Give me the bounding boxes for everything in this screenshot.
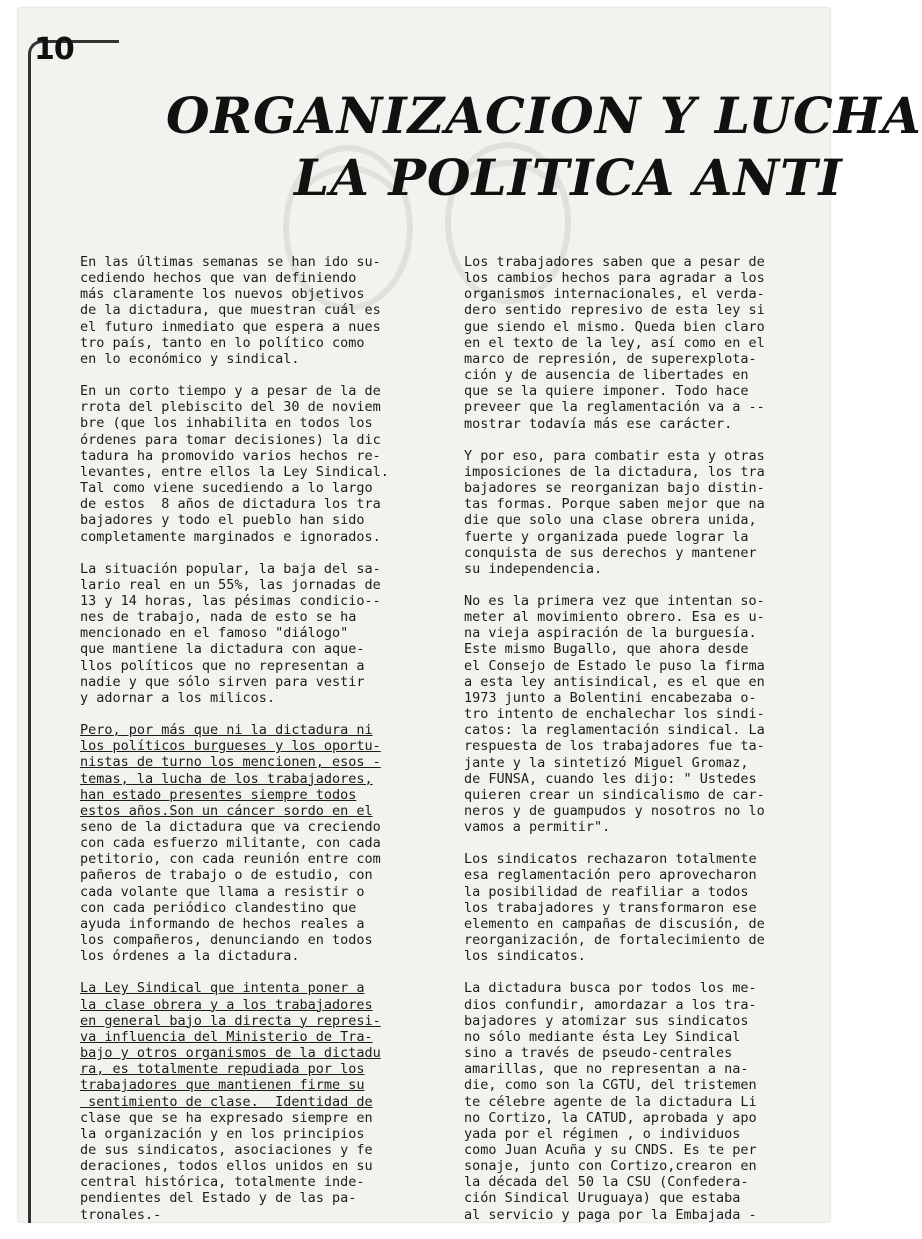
article-paragraph: [464, 851, 816, 964]
article-column-left: [80, 254, 432, 1239]
newspaper-page: [18, 8, 922, 1223]
text-line: con cada esfuerzo militante, con cada: [80, 835, 381, 852]
text-line: bajadores se reorganizan bajo distin-: [464, 480, 765, 497]
text-line: No es la primera vez que intentan so-: [464, 592, 765, 609]
text-line: los sindicatos.: [464, 948, 586, 965]
text-line: levantes, entre ellos la Ley Sindical.: [80, 463, 389, 480]
text-line: 13 y 14 horas, las pésimas condicio--: [80, 592, 381, 609]
headline-line-1: ORGANIZACION Y LUCHA: [166, 86, 922, 145]
article-paragraph: [80, 561, 432, 706]
text-line: nistas de turno los mencionen, esos -: [80, 754, 381, 771]
text-line: respuesta de los trabajadores fue ta-: [464, 738, 765, 755]
text-line: deraciones, todos ellos unidos en su: [80, 1158, 373, 1175]
article-paragraph: [80, 722, 432, 964]
text-line: dero sentido represivo de esta ley si: [464, 302, 765, 319]
text-line: dios confundir, amordazar a los tra-: [464, 996, 757, 1013]
text-line: na vieja aspiración de la burguesía.: [464, 625, 757, 642]
text-line: pendientes del Estado y de las pa-: [80, 1190, 357, 1207]
text-line: esa reglamentación pero aprovecharon: [464, 867, 757, 884]
text-line: Pero, por más que ni la dictadura ni: [80, 722, 373, 739]
text-line: quieren crear un sindicalismo de car-: [464, 786, 765, 803]
text-line: Los trabajadores saben que a pesar de: [464, 254, 765, 270]
text-line: estos años.Son un cáncer sordo en el: [80, 802, 373, 819]
text-line: 1973 junto a Bolentini encabezaba o-: [464, 689, 757, 706]
article-paragraph: [464, 980, 816, 1222]
article-paragraph: [464, 254, 816, 432]
text-line: tronales.-: [80, 1206, 162, 1223]
text-line: yada por el régimen , o individuos: [464, 1125, 741, 1142]
text-line: más claramente los nuevos objetivos: [80, 286, 365, 303]
text-line: en general bajo la directa y represi-: [80, 1012, 381, 1029]
text-line: pañeros de trabajo o de estudio, con: [80, 867, 373, 884]
text-line: seno de la dictadura que va creciendo: [80, 819, 381, 835]
text-line: sentimiento de clase. Identidad de: [80, 1093, 373, 1110]
text-line: los trabajadores y transformaron ese: [464, 899, 757, 916]
text-line: petitorio, con cada reunión entre com: [80, 851, 381, 868]
text-line: marco de represión, de superexplota-: [464, 350, 757, 367]
article-paragraph: [80, 254, 432, 367]
text-line: de sus sindicatos, asociaciones y fe: [80, 1141, 373, 1158]
text-line: la organización y en los principios: [80, 1125, 365, 1142]
text-line: que mantiene la dictadura con aque-: [80, 641, 365, 658]
text-line: reorganización, de fortalecimiento de: [464, 932, 765, 949]
text-line: de FUNSA, cuando les dijo: " Ustedes: [464, 770, 757, 787]
article-paragraph: [80, 383, 432, 545]
text-line: la posibilidad de reafiliar a todos: [464, 883, 749, 900]
text-line: Y por eso, para combatir esta y otras: [464, 447, 765, 464]
text-line: sino a través de pseudo-centrales: [464, 1045, 733, 1062]
text-line: catos: la reglamentación sindical. La: [464, 722, 765, 739]
text-line: conquista de sus derechos y mantener: [464, 544, 757, 561]
text-line: ción Sindical Uruguaya) que estaba: [464, 1190, 741, 1207]
text-line: central histórica, totalmente inde-: [80, 1174, 365, 1191]
text-line: el Consejo de Estado le puso la firma: [464, 657, 765, 674]
text-line: completamente marginados e ignorados.: [80, 528, 381, 545]
text-line: organismos internacionales, el verda-: [464, 286, 765, 303]
text-line: Tal como viene sucediendo a lo largo: [80, 480, 373, 497]
text-line: amarillas, que no representan a na-: [464, 1061, 749, 1078]
text-line: de estos 8 años de dictadura los tra: [80, 496, 381, 513]
text-line: los órdenes a la dictadura.: [80, 948, 300, 965]
text-line: meter al movimiento obrero. Esa es u-: [464, 609, 765, 626]
text-line: en lo económico y sindical.: [80, 350, 300, 367]
text-line: tro intento de enchalechar los sindi-: [464, 706, 765, 723]
text-line: te célebre agente de la dictadura Li: [464, 1093, 757, 1110]
text-line: rrota del plebiscito del 30 de noviem: [80, 399, 381, 416]
text-line: La situación popular, la baja del sa-: [80, 560, 381, 577]
text-line: mostrar todavía más ese carácter.: [464, 415, 733, 432]
text-line: cediendo hechos que van definiendo: [80, 270, 357, 287]
text-line: de la dictadura, que muestran cuál es: [80, 302, 381, 319]
article-paragraph: [80, 980, 432, 1222]
text-line: bajadores y atomizar sus sindicatos: [464, 1012, 749, 1029]
text-line: bajo y otros organismos de la dictadu: [80, 1045, 381, 1062]
text-line: no Cortizo, la CATUD, aprobada y apo: [464, 1109, 757, 1126]
text-line: en el texto de la ley, así como en el: [464, 334, 765, 351]
text-line: mencionado en el famoso "diálogo": [80, 625, 349, 642]
text-line: tas formas. Porque saben mejor que na: [464, 496, 765, 513]
text-line: elemento en campañas de discusión, de: [464, 915, 765, 932]
text-line: no sólo mediante ésta Ley Sindical: [464, 1028, 741, 1045]
text-line: fuerte y organizada puede lograr la: [464, 528, 749, 545]
text-line: lario real en un 55%, las jornadas de: [80, 576, 381, 593]
text-line: sonaje, junto con Cortizo,crearon en: [464, 1158, 757, 1175]
text-line: ayuda informando de hechos reales a: [80, 915, 365, 932]
text-line: los compañeros, denunciando en todos: [80, 932, 373, 949]
text-line: con cada periódico clandestino que: [80, 899, 357, 916]
text-line: va influencia del Ministerio de Tra-: [80, 1028, 373, 1045]
headline-line-2: LA POLITICA ANTI: [294, 148, 843, 207]
text-line: gue siendo el mismo. Queda bien claro: [464, 318, 765, 335]
text-line: llos políticos que no representan a: [80, 657, 365, 674]
text-line: ción y de ausencia de libertades en: [464, 367, 749, 384]
text-line: el futuro inmediato que espera a nues: [80, 318, 381, 335]
text-line: como Juan Acuña y su CNDS. Es te per: [464, 1141, 757, 1158]
text-line: nes de trabajo, nada de esto se ha: [80, 609, 357, 626]
article-paragraph: [464, 593, 816, 835]
text-line: clase que se ha expresado siempre en: [80, 1109, 373, 1126]
text-line: los cambios hechos para agradar a los: [464, 270, 765, 287]
text-line: al servicio y paga por la Embajada -: [464, 1206, 757, 1223]
text-line: a esta ley antisindical, es el que en: [464, 673, 765, 690]
text-line: preveer que la reglamentación va a --: [464, 399, 765, 416]
text-line: la década del 50 la CSU (Confedera-: [464, 1174, 749, 1191]
text-line: nadie y que sólo sirven para vestir: [80, 673, 365, 690]
text-line: En un corto tiempo y a pesar de la de: [80, 383, 381, 400]
text-line: tro país, tanto en lo político como: [80, 334, 365, 351]
text-line: die, como son la CGTU, del tristemen: [464, 1077, 757, 1094]
text-line: Este mismo Bugallo, que ahora desde: [464, 641, 749, 658]
article-paragraph: [464, 448, 816, 577]
text-line: órdenes para tomar decisiones) la dic: [80, 431, 381, 448]
text-line: vamos a permitir".: [464, 819, 611, 836]
text-line: ra, es totalmente repudiada por los: [80, 1061, 365, 1078]
text-line: jante y la sintetizó Miguel Gromaz,: [464, 754, 749, 771]
text-line: cada volante que llama a resistir o: [80, 883, 365, 900]
page-number: 10: [34, 32, 74, 67]
text-line: han estado presentes siempre todos: [80, 786, 357, 803]
text-line: los políticos burgueses y los oportu-: [80, 738, 381, 755]
text-line: bre (que los inhabilita en todos los: [80, 415, 373, 432]
text-line: la clase obrera y a los trabajadores: [80, 996, 373, 1013]
text-line: neros y de guampudos y nosotros no lo: [464, 803, 765, 819]
text-line: imposiciones de la dictadura, los tra: [464, 463, 765, 480]
text-line: y adornar a los milicos.: [80, 689, 276, 706]
text-line: temas, la lucha de los trabajadores,: [80, 770, 373, 787]
text-line: Los sindicatos rechazaron totalmente: [464, 851, 757, 868]
text-line: La dictadura busca por todos los me-: [464, 980, 757, 997]
text-line: trabajadores que mantienen firme su: [80, 1077, 365, 1094]
text-line: La Ley Sindical que intenta poner a: [80, 980, 365, 997]
text-line: En las últimas semanas se han ido su-: [80, 254, 381, 270]
text-line: tadura ha promovido varios hechos re-: [80, 447, 381, 464]
article-column-right: [464, 254, 816, 1239]
text-line: que se la quiere imponer. Todo hace: [464, 383, 749, 400]
text-line: die que solo una clase obrera unida,: [464, 512, 757, 529]
text-line: bajadores y todo el pueblo han sido: [80, 512, 365, 529]
text-line: su independencia.: [464, 560, 603, 577]
